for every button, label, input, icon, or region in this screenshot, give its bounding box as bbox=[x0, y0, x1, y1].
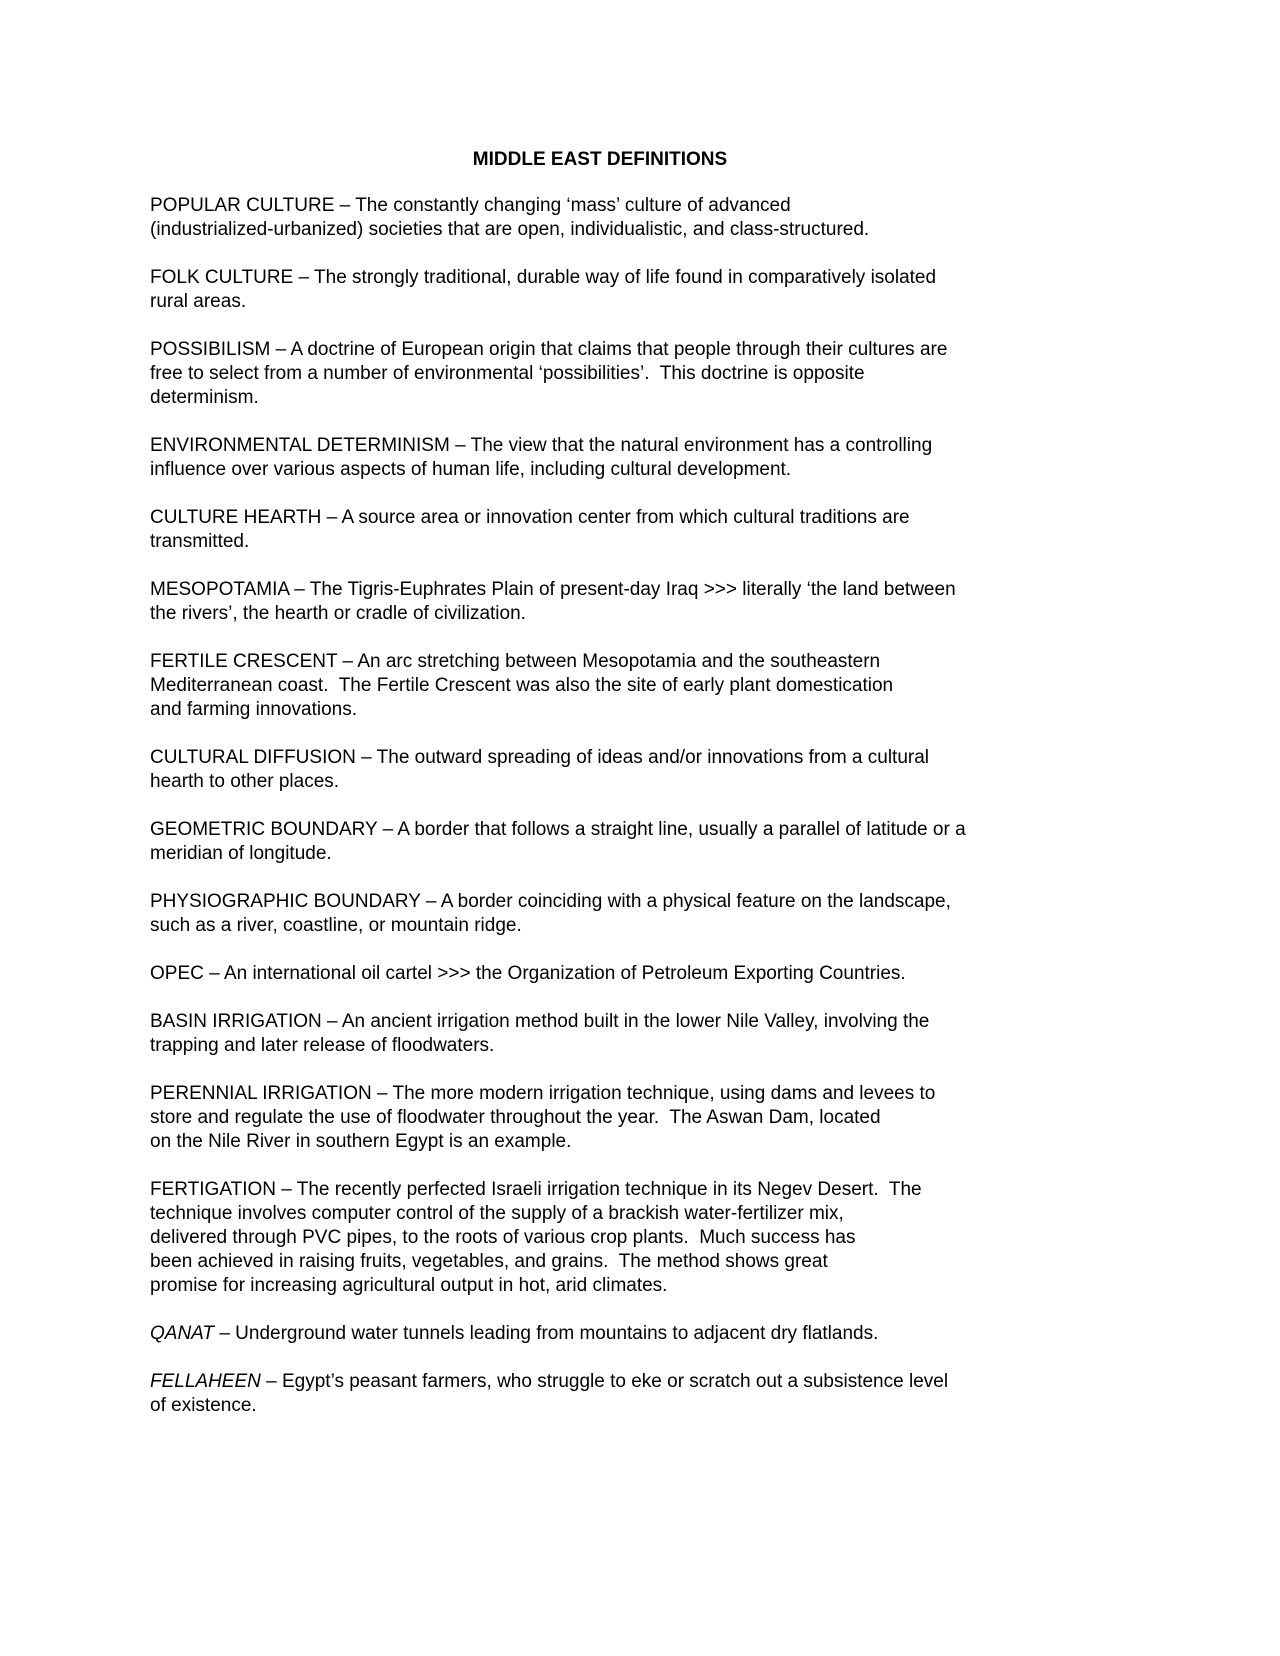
definition-term: QANAT bbox=[150, 1323, 215, 1344]
page-title: MIDDLE EAST DEFINITIONS bbox=[472, 149, 728, 170]
definition-term: CULTURE HEARTH bbox=[150, 507, 322, 528]
definition-text: The recently perfected Israeli irrigation technique in its Negev Desert. The bbox=[296, 1179, 922, 1200]
definition-line bbox=[150, 1370, 1050, 1394]
definition-entry bbox=[150, 506, 1050, 554]
definition-line bbox=[150, 194, 1050, 218]
definition-line bbox=[150, 890, 1050, 914]
definition-text: store and regulate the use of floodwater throughout the year. The Aswan Dam, located bbox=[150, 1107, 881, 1128]
definition-entry bbox=[150, 1010, 1050, 1058]
definition-line bbox=[150, 362, 1050, 386]
definition-entry bbox=[150, 578, 1050, 626]
definition-line bbox=[150, 434, 1050, 458]
definition-text: An ancient irrigation method built in the lower Nile Valley, involving the bbox=[341, 1011, 930, 1032]
definition-term: POSSIBILISM bbox=[150, 339, 271, 360]
definition-text: been achieved in raising fruits, vegetables, and grains. The method shows great bbox=[150, 1251, 828, 1272]
term-separator: – bbox=[420, 891, 441, 912]
definition-entry bbox=[150, 1370, 1050, 1418]
definition-line bbox=[150, 1274, 1050, 1298]
definition-line bbox=[150, 914, 1050, 938]
definition-entry bbox=[150, 1322, 1050, 1346]
definition-text: such as a river, coastline, or mountain ridge. bbox=[150, 915, 522, 936]
definition-entry bbox=[150, 434, 1050, 482]
definition-line bbox=[150, 698, 1050, 722]
definition-text: Underground water tunnels leading from mountains to adjacent dry flatlands. bbox=[235, 1323, 879, 1344]
definition-line bbox=[150, 818, 1050, 842]
definition-line bbox=[150, 1130, 1050, 1154]
definition-entry bbox=[150, 650, 1050, 722]
term-separator: – bbox=[214, 1323, 236, 1344]
definition-line bbox=[150, 842, 1050, 866]
definition-text: the rivers’, the hearth or cradle of civilization. bbox=[150, 603, 526, 624]
term-separator: – bbox=[270, 339, 291, 360]
definition-entry bbox=[150, 194, 1050, 242]
definition-entry bbox=[150, 1082, 1050, 1154]
definition-line bbox=[150, 1202, 1050, 1226]
definition-text: trapping and later release of floodwaters. bbox=[150, 1035, 495, 1056]
definition-term: PHYSIOGRAPHIC BOUNDARY bbox=[150, 891, 421, 912]
term-separator: – bbox=[321, 1011, 342, 1032]
term-separator: – bbox=[289, 579, 310, 600]
definition-text: influence over various aspects of human life, including cultural development. bbox=[150, 459, 792, 480]
definition-text: The outward spreading of ideas and/or innovations from a cultural bbox=[376, 747, 930, 768]
definition-line bbox=[150, 338, 1050, 362]
definition-line bbox=[150, 218, 1050, 242]
term-separator: – bbox=[355, 747, 377, 768]
definition-text: An arc stretching between Mesopotamia and the southeastern bbox=[357, 651, 881, 672]
term-separator: – bbox=[203, 963, 224, 984]
definition-line bbox=[150, 1178, 1050, 1202]
definition-entry bbox=[150, 962, 1050, 986]
definition-line bbox=[150, 1394, 1050, 1418]
definition-term: MESOPOTAMIA bbox=[150, 579, 290, 600]
definition-line bbox=[150, 1226, 1050, 1250]
definition-text: of existence. bbox=[150, 1395, 257, 1416]
definition-line bbox=[150, 962, 1050, 986]
definition-term: BASIN IRRIGATION bbox=[150, 1011, 322, 1032]
definition-line bbox=[150, 266, 1050, 290]
definition-line bbox=[150, 650, 1050, 674]
definition-text: The strongly traditional, durable way of life found in comparatively isolated bbox=[314, 267, 937, 288]
term-separator: – bbox=[337, 651, 358, 672]
definition-text: (industrialized-urbanized) societies that are open, individualistic, and class-structured. bbox=[150, 219, 870, 240]
definition-line bbox=[150, 578, 1050, 602]
definition-entry bbox=[150, 338, 1050, 410]
definition-term: FOLK CULTURE bbox=[150, 267, 294, 288]
definition-line bbox=[150, 386, 1050, 410]
definition-line bbox=[150, 506, 1050, 530]
definition-text: rural areas. bbox=[150, 291, 247, 312]
definition-text: Mediterranean coast. The Fertile Crescent was also the site of early plant domestication bbox=[150, 675, 894, 696]
term-separator: – bbox=[260, 1371, 282, 1392]
definition-line bbox=[150, 1010, 1050, 1034]
definition-term: POPULAR CULTURE bbox=[150, 195, 335, 216]
definition-text: An international oil cartel >>> the Organization of Petroleum Exporting Countries. bbox=[223, 963, 906, 984]
definition-line bbox=[150, 746, 1050, 770]
definition-text: on the Nile River in southern Egypt is an example. bbox=[150, 1131, 572, 1152]
definition-term: FELLAHEEN bbox=[150, 1371, 261, 1392]
definition-text: free to select from a number of environmental ‘possibilities’. This doctrine is opposite bbox=[150, 363, 865, 384]
definition-text: A source area or innovation center from which cultural traditions are bbox=[341, 507, 910, 528]
definition-entry bbox=[150, 890, 1050, 938]
definition-text: The Tigris-Euphrates Plain of present-day Iraq >>> literally ‘the land between bbox=[309, 579, 956, 600]
definition-text: meridian of longitude. bbox=[150, 843, 332, 864]
definition-line bbox=[150, 290, 1050, 314]
definitions-list bbox=[150, 194, 1050, 1418]
definition-line bbox=[150, 1250, 1050, 1274]
term-separator: – bbox=[377, 819, 398, 840]
definition-line bbox=[150, 530, 1050, 554]
definition-term: FERTILE CRESCENT bbox=[150, 651, 338, 672]
definition-term: PERENNIAL IRRIGATION bbox=[150, 1083, 372, 1104]
definition-line bbox=[150, 1106, 1050, 1130]
definition-text: determinism. bbox=[150, 387, 259, 408]
definition-text: Egypt’s peasant farmers, who struggle to eke or scratch out a subsistence level bbox=[282, 1371, 949, 1392]
definition-term: ENVIRONMENTAL DETERMINISM bbox=[150, 435, 450, 456]
definition-text: and farming innovations. bbox=[150, 699, 358, 720]
definition-line bbox=[150, 770, 1050, 794]
definition-line bbox=[150, 1034, 1050, 1058]
definition-entry bbox=[150, 818, 1050, 866]
definition-text: hearth to other places. bbox=[150, 771, 340, 792]
document-page bbox=[150, 148, 1050, 1442]
definition-line bbox=[150, 458, 1050, 482]
definition-term: OPEC bbox=[150, 963, 204, 984]
term-separator: – bbox=[275, 1179, 297, 1200]
definition-entry bbox=[150, 1178, 1050, 1298]
definition-text: A border that follows a straight line, usually a parallel of latitude or a bbox=[397, 819, 966, 840]
definition-line bbox=[150, 1322, 1050, 1346]
definition-text: A border coinciding with a physical feature on the landscape, bbox=[440, 891, 951, 912]
definition-term: CULTURAL DIFFUSION bbox=[150, 747, 356, 768]
definition-text: The view that the natural environment has a controlling bbox=[470, 435, 933, 456]
term-separator: – bbox=[449, 435, 471, 456]
definition-text: delivered through PVC pipes, to the roots of various crop plants. Much success has bbox=[150, 1227, 856, 1248]
definition-line bbox=[150, 674, 1050, 698]
term-separator: – bbox=[371, 1083, 393, 1104]
definition-text: A doctrine of European origin that claims that people through their cultures are bbox=[290, 339, 948, 360]
definition-entry bbox=[150, 266, 1050, 314]
term-separator: – bbox=[321, 507, 342, 528]
definition-term: GEOMETRIC BOUNDARY bbox=[150, 819, 378, 840]
definition-text: promise for increasing agricultural output in hot, arid climates. bbox=[150, 1275, 668, 1296]
definition-text: The constantly changing ‘mass’ culture of advanced bbox=[355, 195, 791, 216]
definition-text: technique involves computer control of the supply of a brackish water-fertilizer mix, bbox=[150, 1203, 844, 1224]
definition-line bbox=[150, 1082, 1050, 1106]
definition-line bbox=[150, 602, 1050, 626]
definition-term: FERTIGATION bbox=[150, 1179, 276, 1200]
term-separator: – bbox=[334, 195, 356, 216]
definition-text: transmitted. bbox=[150, 531, 250, 552]
term-separator: – bbox=[293, 267, 315, 288]
definition-text: The more modern irrigation technique, using dams and levees to bbox=[392, 1083, 936, 1104]
definition-entry bbox=[150, 746, 1050, 794]
